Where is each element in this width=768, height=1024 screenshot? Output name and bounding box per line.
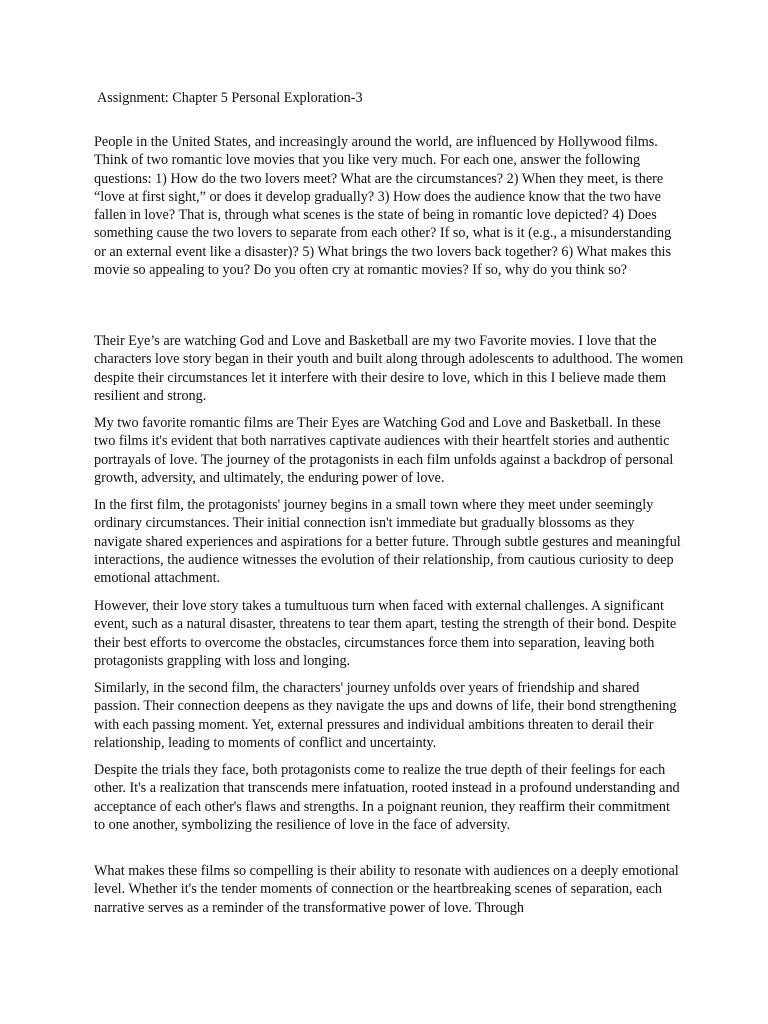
essay-paragraph-5	[94, 679, 684, 752]
paragraph-text: Their Eye’s are watching God and Love and Basketball are my two Favorite movies. I love that the characters love story began in their youth and built along through adolescents to adulthood. The women despite their circumstances let it interfere with their desire to love, which in this I believe made them resilient and strong.	[94, 333, 684, 404]
paragraph-text: Similarly, in the second film, the characters' journey unfolds over years of friendship and shared passion. Their connection deepens as they navigate the ups and downs of life, their bond strengthening with each passing moment. Yet, external pressures and individual ambitions threaten to derail their relationship, leading to moments of conflict and uncertainty.	[94, 680, 677, 751]
paragraph-text: Despite the trials they face, both protagonists come to realize the true depth of their feelings for each other. It's a realization that transcends mere infatuation, rooted instead in a profound understanding and acceptance of each other's flaws and strengths. In a poignant reunion, they reaffirm their commitment to one another, symbolizing the resilience of love in the face of adversity.	[94, 762, 680, 833]
essay-paragraph-6	[94, 761, 684, 834]
prompt-text: People in the United States, and increasingly around the world, are influenced by Hollywood films. Think of two romantic love movies that you like very much. For each one, answer the following questions: 1) How do the two lovers meet? What are the circumstances? 2) When they meet, is there “love at first sight,” or does it develop gradually? 3) How does the audience know that the two have fallen in love? That is, through what scenes is the state of being in romantic love depicted? 4) Does something cause the two lovers to separate from each other? If so, what is it (e.g., a misunderstanding or an external event like a disaster)? 5) What brings the two lovers back together? 6) What makes this movie so appealing to you? Do you often cry at romantic movies? If so, why do you think so?	[94, 134, 672, 279]
essay-paragraph-3	[94, 496, 684, 587]
paragraph-text: What makes these films so compelling is their ability to resonate with audiences on a deeply emotional level. Whether it's the tender moments of connection or the heartbreaking scenes of separation, each narrative serves as a reminder of the transformative power of love. Through	[94, 863, 679, 916]
paragraph-text: However, their love story takes a tumultuous turn when faced with external challenges. A significant event, such as a natural disaster, threatens to tear them apart, testing the strength of their bond. Despite their best efforts to overcome the obstacles, circumstances force them into separation, leaving both protagonists grappling with loss and longing.	[94, 598, 677, 669]
essay-paragraph-4	[94, 597, 684, 670]
paragraph-text: In the first film, the protagonists' journey begins in a small town where they meet under seemingly ordinary circumstances. Their initial connection isn't immediate but gradually blossoms as they navigate shared experiences and aspirations for a better future. Through subtle gestures and meaningful interactions, the audience witnesses the evolution of their relationship, from cautious curiosity to deep emotional attachment.	[94, 497, 681, 587]
essay-paragraph-7	[94, 862, 684, 917]
essay-paragraph-1	[94, 332, 684, 405]
essay-paragraph-2	[94, 414, 684, 487]
paragraph-text: My two favorite romantic films are Their Eyes are Watching God and Love and Basketball. In these two films it's evident that both narratives captivate audiences with their heartfelt stories and authentic portrayals of love. The journey of the protagonists in each film unfolds against a backdrop of personal growth, adversity, and ultimately, the enduring power of love.	[94, 415, 674, 486]
assignment-prompt	[94, 133, 684, 279]
assignment-title: Assignment: Chapter 5 Personal Exploration-3	[97, 90, 363, 106]
